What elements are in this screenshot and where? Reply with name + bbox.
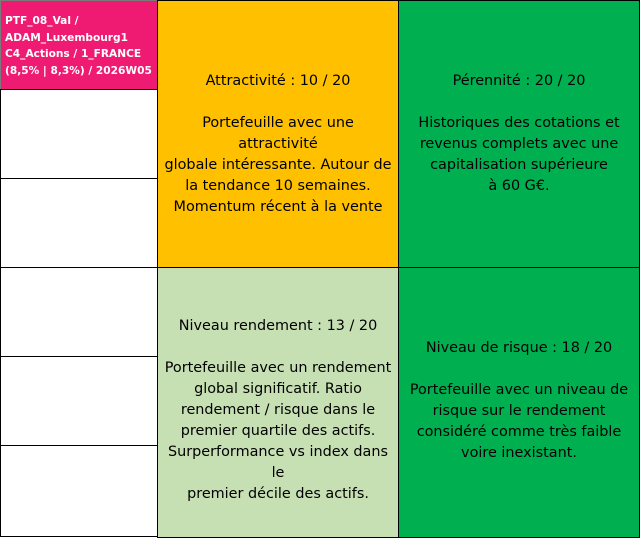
risque-tile[interactable] — [398, 267, 640, 538]
empty-cell[interactable] — [0, 445, 158, 537]
risque-description: Portefeuille avec un niveau de risque sur le rendement considéré comme très faible voire inexistant. — [409, 382, 629, 461]
attractivite-description: Portefeuille avec une attractivité globale intéressante. Autour de la tendance 10 semaines. Momentum récent à la vente — [164, 115, 392, 215]
portfolio-label: PTF_08_Val / ADAM_Luxembourg1 C4_Actions / 1_FRANCE (8,5% | 8,3%) / 2026W05 — [5, 15, 152, 78]
attractivite-title: Attractivité : 10 / 20 — [205, 73, 351, 89]
perennite-description: Historiques des cotations et revenus complets avec une capitalisation supérieure à 60 G€. — [418, 115, 620, 194]
empty-cell[interactable] — [0, 356, 158, 446]
portfolio-header-cell[interactable] — [0, 0, 158, 90]
risque-title: Niveau de risque : 18 / 20 — [425, 340, 613, 356]
perennite-content — [399, 71, 639, 197]
risque-content — [399, 338, 639, 464]
rendement-tile[interactable] — [157, 267, 399, 538]
empty-cell[interactable] — [0, 89, 158, 179]
rendement-content — [158, 316, 398, 505]
perennite-title: Pérennité : 20 / 20 — [452, 73, 586, 89]
attractivite-content — [158, 71, 398, 218]
perennite-tile[interactable] — [398, 0, 640, 268]
attractivite-tile[interactable] — [157, 0, 399, 268]
empty-cell[interactable] — [0, 178, 158, 268]
rendement-title: Niveau rendement : 13 / 20 — [178, 318, 378, 334]
empty-cell[interactable] — [0, 267, 158, 357]
rendement-description: Portefeuille avec un rendement global significatif. Ratio rendement / risque dans le premier quartile des actifs. Surperformance vs index dans le premier décile des actifs. — [164, 360, 392, 502]
